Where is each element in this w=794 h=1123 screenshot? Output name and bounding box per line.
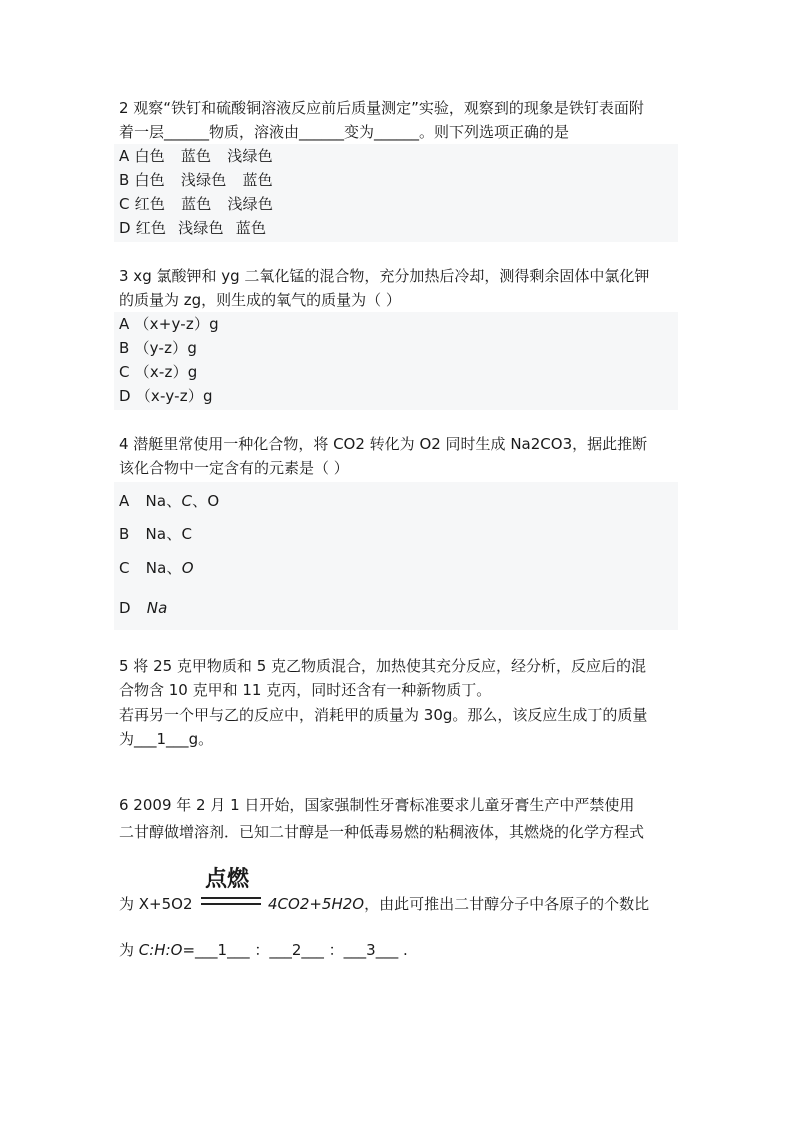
q3-option-a: A （x+y-z）g: [119, 315, 219, 333]
q5-stem-line3: 若再另一个甲与乙的反应中，消耗甲的质量为 30g。那么，该反应生成丁的质量: [119, 706, 648, 724]
q2-option-a: A 白色 蓝色 浅绿色: [119, 147, 273, 165]
q4-option-a: A Na、C、O: [119, 492, 220, 510]
q5-stem-line2: 合物含 10 克甲和 11 克丙，同时还含有一种新物质丁。: [119, 681, 492, 699]
q2-option-d: D 红色 浅绿色 蓝色: [119, 219, 267, 237]
q6-ratio-line: 为 C:H:O=___1___ ：___2___ ：___3___ .: [119, 941, 408, 959]
q4-stem-line2: 该化合物中一定含有的元素是（ ）: [119, 459, 349, 477]
q4-option-d: D Na: [119, 599, 168, 617]
equation-equals-sign: [201, 897, 261, 907]
q3-stem-line2: 的质量为 zg，则生成的氧气的质量为（ ）: [119, 291, 401, 309]
reaction-condition: 点燃: [205, 867, 250, 892]
q6-equation-left: 为 X+5O2: [119, 895, 193, 913]
q6-products: 4CO2+5H2O: [268, 895, 365, 913]
q2-option-c: C 红色 蓝色 浅绿色: [119, 195, 274, 213]
q4-option-b: B Na、C: [119, 525, 193, 543]
q6-equation-right: 4CO2+5H2O，由此可推出二甘醇分子中各原子的个数比: [268, 895, 650, 913]
q3-option-d: D （x-y-z）g: [119, 387, 213, 405]
q2-stem-line1: 2 观察“铁钉和硫酸铜溶液反应前后质量测定”实验，观察到的现象是铁钉表面附: [119, 99, 644, 117]
q4-stem-line1: 4 潜艇里常使用一种化合物，将 CO2 转化为 O2 同时生成 Na2CO3，据此推断: [119, 435, 648, 453]
q2-option-b: B 白色 浅绿色 蓝色: [119, 171, 273, 189]
q2-stem-line2: 着一层______物质，溶液由______变为______。则下列选项正确的是: [119, 123, 570, 141]
q3-option-c: C （x-z）g: [119, 363, 198, 381]
q5-stem-line4: 为___1___g。: [119, 730, 214, 748]
q5-stem-line1: 5 将 25 克甲物质和 5 克乙物质混合，加热使其充分反应，经分析，反应后的混: [119, 657, 647, 675]
q3-stem-line1: 3 xg 氯酸钾和 yg 二氧化锰的混合物，充分加热后冷却，测得剩余固体中氯化钾: [119, 267, 650, 285]
q4-option-c: C Na、O: [119, 559, 194, 577]
q6-stem-line2: 二甘醇做增溶剂．已知二甘醇是一种低毒易燃的粘稠液体，其燃烧的化学方程式: [119, 823, 645, 841]
q6-stem-line1: 6 2009 年 2 月 1 日开始，国家强制性牙膏标准要求儿童牙膏生产中严禁使用: [119, 796, 635, 814]
q5-answer: ___1___: [134, 730, 189, 748]
q6-ratio-answers: =___1___ ：___2___ ：___3___ .: [182, 941, 408, 959]
q3-option-b: B （y-z）g: [119, 339, 198, 357]
